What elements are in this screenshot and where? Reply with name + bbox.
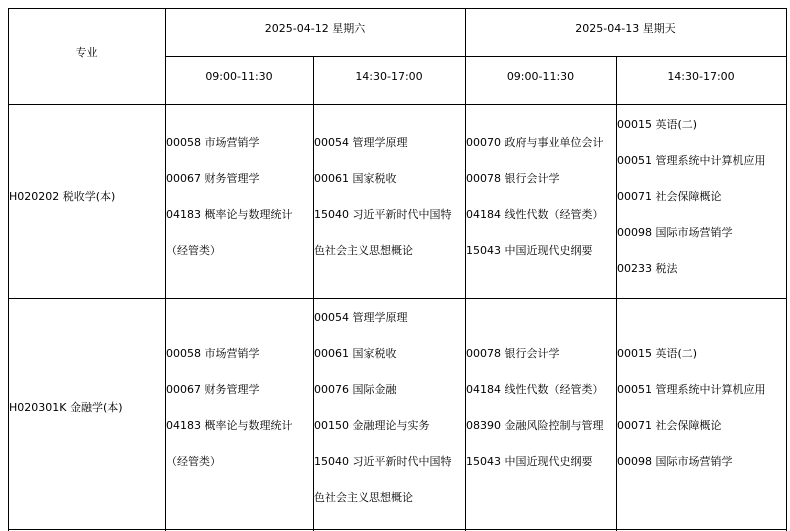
- course-list: [314, 125, 452, 269]
- course-item: 00051 管理系统中计算机应用: [617, 383, 766, 396]
- course-item: 00061 国家税收: [314, 347, 397, 360]
- slot-header: 14:30-17:00: [667, 70, 735, 83]
- day1-header: 2025-04-12 星期六: [264, 22, 366, 35]
- course-item: 00015 英语(二): [617, 118, 698, 131]
- course-item: 15040 习近平新时代中国特: [314, 208, 452, 221]
- grid-line: [8, 8, 787, 9]
- course-list: [166, 336, 293, 480]
- exam-schedule-table: [8, 8, 787, 531]
- course-list: [617, 107, 766, 287]
- grid-line: [786, 8, 787, 531]
- course-item: 15040 习近平新时代中国特: [314, 455, 452, 468]
- course-item: 00058 市场营销学: [166, 347, 260, 360]
- course-item: 00051 管理系统中计算机应用: [617, 154, 766, 167]
- grid-line: [8, 8, 9, 531]
- major-column-header: 专业: [75, 46, 98, 59]
- course-item: 00150 金融理论与实务: [314, 419, 430, 432]
- course-item: 15043 中国近现代史纲要: [466, 244, 593, 257]
- slot-header: 14:30-17:00: [355, 70, 423, 83]
- course-item: 00054 管理学原理: [314, 136, 408, 149]
- slot-header: 09:00-11:30: [205, 70, 273, 83]
- course-list: [166, 125, 293, 269]
- course-item: 15043 中国近现代史纲要: [466, 455, 593, 468]
- course-item: 00098 国际市场营销学: [617, 226, 733, 239]
- course-item: 00076 国际金融: [314, 383, 397, 396]
- course-item: （经管类）: [166, 244, 221, 257]
- course-list: [617, 336, 766, 480]
- course-item: 00070 政府与事业单位会计: [466, 136, 604, 149]
- grid-line: [8, 298, 787, 299]
- course-item: 色社会主义思想概论: [314, 244, 413, 257]
- course-list: [466, 125, 604, 269]
- course-list: [466, 336, 604, 480]
- slot-header: 09:00-11:30: [506, 70, 575, 83]
- course-item: 00061 国家税收: [314, 172, 397, 185]
- course-item: 00078 银行会计学: [466, 347, 560, 360]
- course-item: 04183 概率论与数理统计: [166, 419, 293, 432]
- course-list: [314, 300, 452, 516]
- course-item: 00058 市场营销学: [166, 136, 260, 149]
- course-item: （经管类）: [166, 455, 221, 468]
- major-label: H020202 税收学(本): [9, 190, 116, 203]
- course-item: 04183 概率论与数理统计: [166, 208, 293, 221]
- course-item: 00078 银行会计学: [466, 172, 560, 185]
- course-item: 04184 线性代数（经管类）: [466, 383, 604, 396]
- course-item: 00098 国际市场营销学: [617, 455, 733, 468]
- course-item: 00054 管理学原理: [314, 311, 408, 324]
- grid-line: [8, 529, 787, 530]
- course-item: 00067 财务管理学: [166, 383, 260, 396]
- course-item: 00015 英语(二): [617, 347, 698, 360]
- course-item: 04184 线性代数（经管类）: [466, 208, 604, 221]
- course-item: 色社会主义思想概论: [314, 491, 413, 504]
- day2-header: 2025-04-13 星期天: [575, 22, 676, 35]
- major-label: H020301K 金融学(本): [9, 401, 123, 414]
- grid-line: [8, 104, 787, 105]
- course-item: 00071 社会保障概论: [617, 419, 722, 432]
- course-item: 00067 财务管理学: [166, 172, 260, 185]
- course-item: 00071 社会保障概论: [617, 190, 722, 203]
- grid-line: [165, 56, 787, 57]
- course-item: 00233 税法: [617, 262, 678, 275]
- course-item: 08390 金融风险控制与管理: [466, 419, 604, 432]
